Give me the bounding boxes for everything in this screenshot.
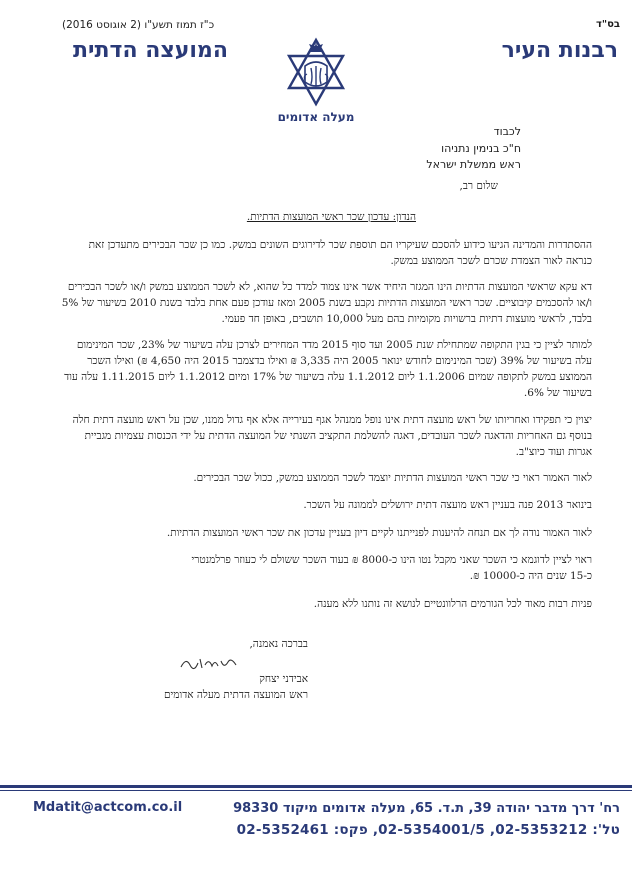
addressee-to: לכבוד	[493, 125, 521, 138]
paragraph-line: כנראה לאור הצמדת שכרם לשכר הממוצע במשק.	[390, 255, 592, 267]
paragraph-line: הממוצע במשק לתקופה שמיום 1.1.2006 ליום 1.1.2012 עלה בשיעור של 17% ומיום 1.1.2012 ליום 1.11.2015 עלה עוד	[64, 371, 592, 383]
paragraph-line: בנוסף גם האחריות והדאגה לשכר העובדים, דאגה להשלמת התקציב השנתי של המועצה הדתית על ידי הכנסות עצמיות מגביית	[84, 430, 592, 442]
paragraph-line: בינואר 2013 פנה בעניין ראש מועצה דתית ירושלים לממונה על השכר.	[303, 499, 592, 511]
bsd-mark: בס"ד	[596, 19, 620, 30]
subject-text: הנדון: עדכון שכר ראשי המועצות הדתיות.	[246, 211, 416, 223]
greeting: שלום רב,	[459, 180, 498, 192]
addressee-title: ראש ממשלת ישראל	[426, 158, 521, 171]
paragraph-3	[30, 337, 592, 401]
letter-date: כ"ז תמוז תשע"ו (2 אוגוסט 2016)	[62, 19, 215, 31]
star-of-david-emblem-icon	[283, 36, 349, 110]
paragraph-line: בלבד, לראשי מועצות דתיות ברשויות מקומיות בהם מעל 10,000 תושבים, באופן חד פעמי.	[221, 313, 592, 325]
paragraph-2	[30, 279, 592, 327]
paragraph-line: יצוין כי תפקידו ואחריותו של ראש מועצה דתית אינו נופל ממנהל אגף בעירייה אלא אף גדול ממנו, שכן על ראש מועצה דתית חלה	[72, 414, 592, 426]
paragraph-line: ההסתדרות והמדינה הגיעו כידוע להסכם שעיקריו הם תוספת שכר לדירוגים השונים במשק. כמו כן שכר הבכירים מתעדכן זאת	[88, 239, 592, 251]
paragraph-line: ו/או להסכמים קיבוציים. שכר ראשי המועצות הדתיות נקבע בשנת 2005 ומאז עודכן פעם אחת בלבד בשנת 2010 בשיעור של 5%	[61, 297, 592, 309]
paragraph-line: בשיעור של 6%.	[523, 387, 592, 399]
paragraph-line: דא עקא שראשי המועצות הדתיות הינו המגזר היחיד אשר אינו צמוד למדד כל שהוא, לא לשכר הממוצע במשק ו/או לשכר הבכירים	[67, 281, 592, 293]
paragraph-line: ראוי לציין לדוגמא כי השכר שאני מקבל נטו הינו כ-8000 ₪ בעוד השכר ששולם לי כעוזר פרלמנטרי	[191, 554, 592, 566]
footer-rule-thin	[0, 790, 632, 791]
signer-role: ראש המועצה הדתית מעלה אדומים	[163, 689, 308, 701]
subject-line	[247, 209, 416, 225]
paragraph-line: לאור האמור ראוי כי שכר ראשי המועצות הדתיות יוצמד לשכר הממוצע במשק, ככול שכר הבכירים.	[193, 472, 592, 484]
footer-rule	[0, 785, 632, 788]
signer-name: אבידני יצחק	[259, 673, 308, 685]
paragraph-line: כ-15 שנים היה כ-10000 ₪.	[469, 570, 592, 582]
footer-phones: טל': 02-5353212, 02-5354001/5, פקס: 02-5352461	[236, 822, 620, 838]
org-name-right: רבנות העיר	[501, 38, 618, 63]
paragraph-7	[30, 525, 592, 541]
addressee-name: ח"כ בנימין נתניהו	[441, 142, 521, 155]
paragraph-5	[30, 470, 592, 486]
closing-phrase: בברכה נאמנה,	[249, 638, 308, 650]
paragraph-line: אגרות ועוד כיוצ"ב.	[515, 446, 592, 458]
org-name-left: המועצה הדתית	[73, 38, 228, 63]
paragraph-9	[30, 596, 592, 612]
paragraph-4	[30, 412, 592, 460]
paragraph-6	[30, 497, 592, 513]
org-city: מעלה אדומים	[277, 110, 355, 124]
footer-email: Mdatit@actcom.co.il	[33, 800, 183, 815]
paragraph-line: עלה בשיעור של 39% (שכר המינימום לחודש ינואר 2005 היה 3,335 ₪ ואילו בדצמבר 2015 היה 4,650 ₪) ואילו השכר	[87, 355, 592, 367]
footer-address: רח' דרך מדבר יהודה 39, ת.ד. 65, מעלה אדומים מיקוד 98330	[233, 801, 620, 816]
paragraph-line: פניות רבות מאוד לכל הגורמים הרלוונטיים לנושא זה נותנו ללא מענה.	[313, 598, 592, 610]
paragraph-1	[30, 237, 592, 269]
paragraph-8	[30, 552, 592, 584]
paragraph-line: לאור האמור נודה לך אם תנחה להיענות לפנייתנו לקיים דיון בעניין עדכון את שכר ראשי המועצות הדתיות.	[166, 527, 592, 539]
handwritten-signature-icon	[178, 653, 240, 673]
paragraph-line: למותר לציין כי בגין התקופה שמתחילת שנת 2005 ועד סוף 2015 מדד המחירים לצרכן עלה בשיעור של 23%, שכר המינימום	[76, 339, 592, 351]
